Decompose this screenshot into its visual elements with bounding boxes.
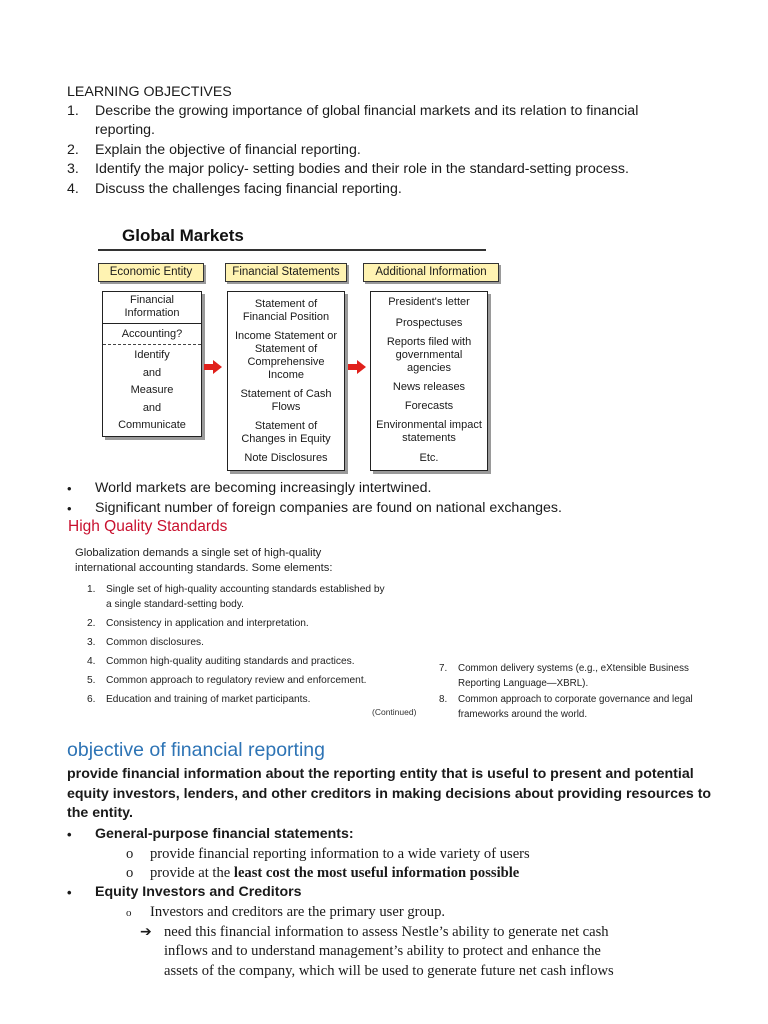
sub-item-text: Investors and creditors are the primary user group. — [150, 904, 446, 920]
bullet-item — [67, 479, 747, 499]
objective-number: 2. — [67, 142, 79, 158]
box-text: Comprehensive — [247, 356, 325, 368]
arrow-sub-item-line-2: inflows and to understand management’s ability to protect and enhance the — [164, 943, 601, 960]
hq-item-text — [458, 693, 693, 722]
objective-number: 4. — [67, 181, 79, 197]
hq-intro-line-2: international accounting standards. Some elements: — [75, 562, 333, 574]
box-text: Measure — [130, 384, 174, 396]
box-text: Note Disclosures — [244, 452, 328, 464]
box-text: Accounting? — [121, 328, 183, 340]
header-economic-entity: Economic Entity — [98, 263, 204, 282]
box-text: Prospectuses — [395, 317, 463, 329]
hq-item-text — [458, 662, 689, 691]
box-text: Statement of — [254, 420, 318, 432]
box-text: and — [142, 367, 162, 379]
box-text: Reports filed with — [386, 336, 472, 348]
figure-title: Global Markets — [122, 226, 244, 245]
bullet-text: General-purpose financial statements: — [95, 826, 354, 842]
hq-item-text-line-1: Common approach to corporate governance and legal — [458, 694, 693, 705]
sub-item-text: provide financial reporting information to a wide variety of users — [150, 846, 530, 862]
box-text: Statement of — [254, 298, 318, 310]
economic-entity-box — [102, 291, 202, 437]
hq-item-text: Common approach to regulatory review and enforcement. — [106, 675, 367, 686]
sub-item-text-prefix: provide at the — [150, 865, 234, 881]
objective-text: Explain the objective of financial reporting. — [95, 142, 361, 158]
hq-item-number: 6. — [87, 694, 96, 705]
bullet-text: Equity Investors and Creditors — [95, 884, 302, 900]
objective-text-line-2: reporting. — [95, 122, 155, 139]
sub-bullet-marker: o — [126, 846, 134, 862]
box-text: and — [142, 402, 162, 414]
box-text: Identify — [134, 349, 170, 361]
objective-item-2 — [67, 141, 707, 161]
box-text: Financial Position — [242, 311, 330, 323]
box-text: Flows — [271, 401, 301, 413]
box-text: President's letter — [388, 296, 470, 308]
financial-statements-box — [227, 291, 345, 471]
bullet-item-equity-investors — [67, 883, 747, 903]
hq-item-number: 8. — [439, 694, 448, 705]
hq-item-text: Consistency in application and interpretation. — [106, 618, 309, 629]
hq-item-text — [106, 583, 385, 612]
box-text: Financial — [129, 294, 175, 306]
hq-item-text-line-2: Reporting Language—XBRL). — [458, 677, 589, 689]
hq-list-item — [87, 617, 417, 632]
box-text: Etc. — [419, 452, 439, 464]
box-text: statements — [402, 432, 456, 444]
title-rule — [98, 249, 486, 251]
bullet-icon: • — [67, 501, 72, 516]
box-text: agencies — [406, 362, 452, 374]
global-markets-figure — [93, 218, 503, 476]
learning-objectives-title: LEARNING OBJECTIVES — [67, 84, 232, 100]
hq-list-item — [87, 583, 417, 612]
additional-information-box — [370, 291, 488, 471]
arrow-sub-item-line-1: need this financial information to assess Nestle’s ability to generate net cash — [164, 924, 609, 940]
bullet-icon: • — [67, 481, 72, 496]
objective-text — [95, 102, 705, 141]
sub-item — [126, 864, 726, 884]
dashed-divider — [103, 344, 201, 345]
objective-number: 1. — [67, 103, 79, 119]
hq-item-text-line-1: Common delivery systems (e.g., eXtensible Business — [458, 663, 689, 674]
hq-item-text-line-2: frameworks around the world. — [458, 708, 588, 720]
continued-label: (Continued) — [372, 707, 417, 717]
arrow-right-icon — [204, 360, 222, 374]
bullet-text: World markets are becoming increasingly intertwined. — [95, 480, 432, 496]
objective-text-line-1: Describe the growing importance of global financial markets and its relation to financial — [95, 103, 639, 119]
header-additional-information: Additional Information — [363, 263, 499, 282]
sub-item — [126, 903, 726, 923]
hq-intro-line-1: Globalization demands a single set of high-quality — [75, 547, 322, 559]
hq-item-number: 5. — [87, 675, 96, 686]
bullet-icon: • — [67, 885, 72, 900]
arrow-sub-item — [140, 923, 740, 983]
box-text: Statement of Cash — [240, 388, 332, 400]
bullet-text: Significant number of foreign companies are found on national exchanges. — [95, 500, 562, 516]
sub-item-text-bold: least cost the most useful information possible — [233, 865, 520, 881]
box-text: governmental — [395, 349, 463, 361]
sub-bullet-marker: o — [126, 865, 134, 881]
box-text: Communicate — [118, 419, 186, 431]
objective-item-3 — [67, 160, 707, 180]
section-heading: objective of financial reporting — [67, 739, 325, 761]
sub-item-text — [150, 864, 519, 883]
hq-item-number: 2. — [87, 618, 96, 629]
high-quality-standards-title: High Quality Standards — [68, 518, 228, 535]
hq-item-number: 3. — [87, 637, 96, 648]
objective-item-1 — [67, 102, 707, 141]
arrow-right-icon — [348, 360, 366, 374]
sub-bullet-marker: o — [126, 907, 132, 919]
hq-list-item — [439, 693, 739, 722]
arrow-right-icon: ➔ — [140, 924, 152, 940]
header-financial-statements: Financial Statements — [225, 263, 347, 282]
objective-number: 3. — [67, 161, 79, 177]
hq-list-item — [439, 662, 739, 691]
hq-list-item — [87, 636, 417, 651]
hq-item-number: 4. — [87, 656, 96, 667]
hq-item-text: Education and training of market participants. — [106, 694, 311, 705]
box-text: Changes in Equity — [241, 433, 331, 445]
hq-item-text-line-2: a single standard-setting body. — [106, 598, 244, 610]
hq-item-number: 1. — [87, 584, 96, 595]
box-text: Income Statement or — [234, 330, 338, 342]
box-text: Forecasts — [404, 400, 454, 412]
objective-text: Identify the major policy- setting bodies and their role in the standard-setting process. — [95, 161, 629, 177]
arrow-sub-item-text — [164, 923, 614, 981]
hq-item-text-line-1: Single set of high-quality accounting standards established by — [106, 584, 385, 595]
box-text: Statement of — [254, 343, 318, 355]
hq-item-text: Common high-quality auditing standards and practices. — [106, 656, 355, 667]
hq-list-item — [87, 655, 417, 670]
box-text: News releases — [392, 381, 466, 393]
objective-text: Discuss the challenges facing financial reporting. — [95, 181, 402, 197]
sub-item — [126, 845, 726, 865]
box-text: Environmental impact — [376, 419, 482, 431]
box-text: Information — [124, 307, 180, 319]
bullet-icon: • — [67, 827, 72, 842]
arrow-sub-item-line-3: assets of the company, which will be used to generate future net cash inflows — [164, 962, 614, 979]
hq-list-item — [87, 674, 417, 689]
box-text: Income — [267, 369, 305, 381]
hq-item-number: 7. — [439, 663, 448, 674]
hq-item-text: Common disclosures. — [106, 637, 204, 648]
bullet-item — [67, 499, 747, 519]
bullet-item-general-purpose — [67, 825, 747, 845]
objective-paragraph: provide financial information about the reporting entity that is useful to present and potential equity investors, lenders, and other creditors in making decisions about providing resources to the entity. — [67, 766, 712, 822]
divider — [103, 323, 201, 324]
objective-item-4 — [67, 180, 707, 200]
hq-list-item — [87, 693, 417, 708]
